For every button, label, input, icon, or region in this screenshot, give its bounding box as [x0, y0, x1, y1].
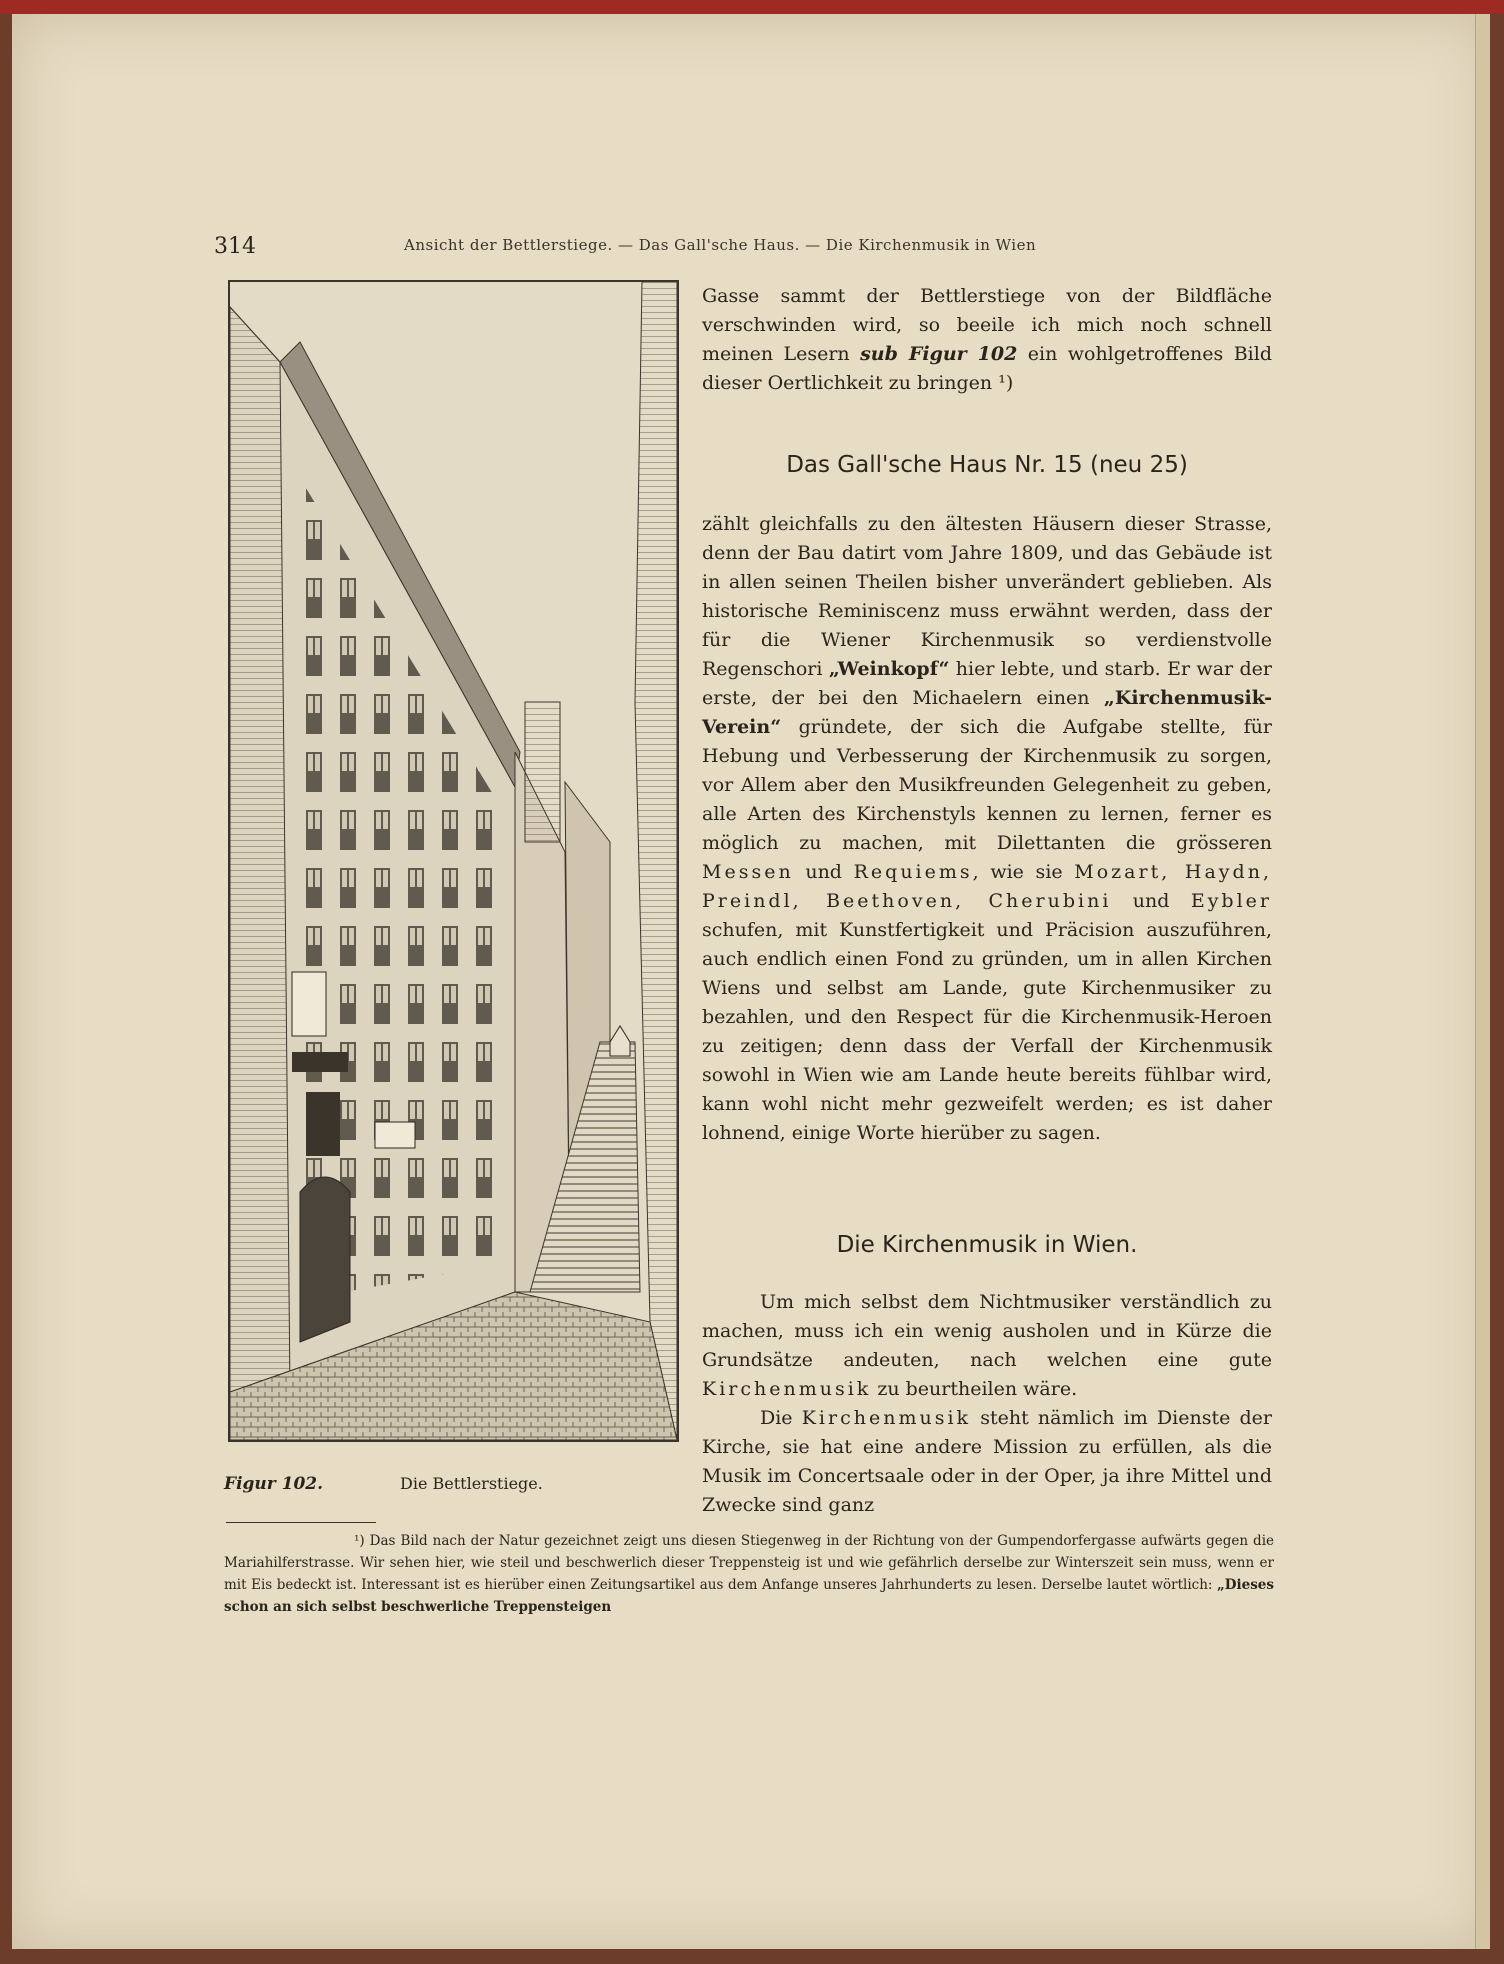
s1-text-4: und: [793, 861, 854, 883]
s2-p1-text-b: zu beurtheilen wäre.: [871, 1378, 1078, 1400]
gallsche-haus-paragraph: [702, 510, 1272, 1148]
footnote-rule: [226, 1522, 376, 1523]
term-requiems: Requiems: [853, 861, 973, 883]
bettlerstiege-illustration: [228, 280, 679, 1442]
kirchenmusik-paragraphs: [702, 1288, 1272, 1520]
s2-p1-term: Kirchenmusik: [702, 1378, 872, 1400]
footnote-text: ¹) Das Bild nach der Natur gezeichnet zeigt uns diesen Stiegenweg in der Richtung von der Gumpendorfergasse aufwärts gegen die Mariahilferstrasse. Wir sehen hier, wie steil und beschwerlich dieser Treppensteig ist und wie gefährlich derselbe zur Winterszeit sein muss, wenn er mit Eis bedeckt ist. Interessant ist es hierüber einen Zeitungsartikel aus dem Anfange unseres Jahrhunderts zu lesen. Derselbe lautet wörtlich:: [224, 1533, 1274, 1593]
s1-text-7: schufen, mit Kunstfertigkeit und Präcision auszuführen, auch endlich einen Fond zu gründen, um in allen Kirchen Wiens und selbst am Lande, gute Kirchenmusiker zu bezahlen, und den Respect für die Kirchenmusik-Heroen zu zeitigen; denn dass der Verfall der Kirchenmusik sowohl in Wien wie am Lande heute bereits fühlbar wird, kann wohl nicht mehr gezweifelt werden; es ist daher lohnend, einige Worte hierüber zu sagen.: [702, 919, 1272, 1144]
term-messen: Messen: [702, 861, 794, 883]
figure-label: Figur 102.: [224, 1474, 324, 1494]
s1-text-2: hier lebte, und starb. Er war der erste, der bei den Michaelern einen: [702, 658, 1272, 709]
composer-names: Mozart, Haydn, Preindl, Beethoven, Cherubini: [702, 861, 1272, 912]
s1-text-5: , wie sie: [972, 861, 1075, 883]
page-gutter: [1475, 14, 1490, 1949]
s2-p1-text-a: Um mich selbst dem Nichtmusiker verständlich zu machen, muss ich ein wenig ausholen und in Kürze die Grundsätze andeuten, nach welchen eine gute: [702, 1291, 1272, 1371]
intro-text-1: Gasse sammt der Bettlerstiege von der Bildfläche verschwinden wird, so beeile ich mich noch schnell meinen Lesern: [702, 285, 1272, 365]
s1-text-6: und: [1111, 890, 1191, 912]
page-number: 314: [214, 234, 256, 259]
composer-eybler: Eybler: [1190, 890, 1272, 912]
s2-p2-text-a: Die: [760, 1407, 802, 1429]
footnote-quote: „Dieses schon an sich selbst beschwerliche Treppensteigen: [224, 1577, 1274, 1615]
name-kirchenmusik-verein: „Kirchenmusik-Verein“: [702, 687, 1272, 738]
running-title: Ansicht der Bettlerstiege. — Das Gall'sche Haus. — Die Kirchenmusik in Wien: [404, 236, 1037, 254]
s2-p2-term: Kirchenmusik: [801, 1407, 972, 1429]
intro-paragraph: [702, 282, 1272, 398]
heading-kirchenmusik: Die Kirchenmusik in Wien.: [836, 1232, 1138, 1258]
s2-p2-text-b: steht nämlich im Dienste der Kirche, sie hat eine andere Mission zu erfüllen, als die Musik im Concertsaale oder in der Oper, ja ihre Mittel und Zwecke sind ganz: [702, 1407, 1273, 1516]
figure-reference: sub Figur 102: [860, 343, 1018, 365]
name-weinkopf: „Weinkopf“: [828, 658, 950, 680]
footnote: [224, 1530, 1274, 1618]
intro-text-2: ein wohlgetroffenes Bild dieser Oertlichkeit zu bringen ¹): [702, 343, 1272, 394]
heading-gallsche-haus: Das Gall'sche Haus Nr. 15 (neu 25): [786, 452, 1188, 478]
s1-text-3: gründete, der sich die Aufgabe stellte, für Hebung und Verbesserung der Kirchenmusik zu sorgen, vor Allem aber den Musikfreunden Gelegenheit zu geben, alle Arten des Kirchenstyls kennen zu lernen, ferner es möglich zu machen, mit Dilettanten die grösseren: [702, 716, 1272, 854]
figure-caption: Die Bettlerstiege.: [400, 1474, 543, 1493]
top-edge: [0, 0, 1504, 14]
s1-text-1: zählt gleichfalls zu den ältesten Häusern dieser Strasse, denn der Bau datirt vom Jahre 1809, und das Gebäude ist in allen seinen Theilen bisher unverändert geblieben. Als historische Reminiscenz muss erwähnt werden, dass der für die Wiener Kirchenmusik so verdienstvolle Regenschori: [702, 513, 1272, 680]
